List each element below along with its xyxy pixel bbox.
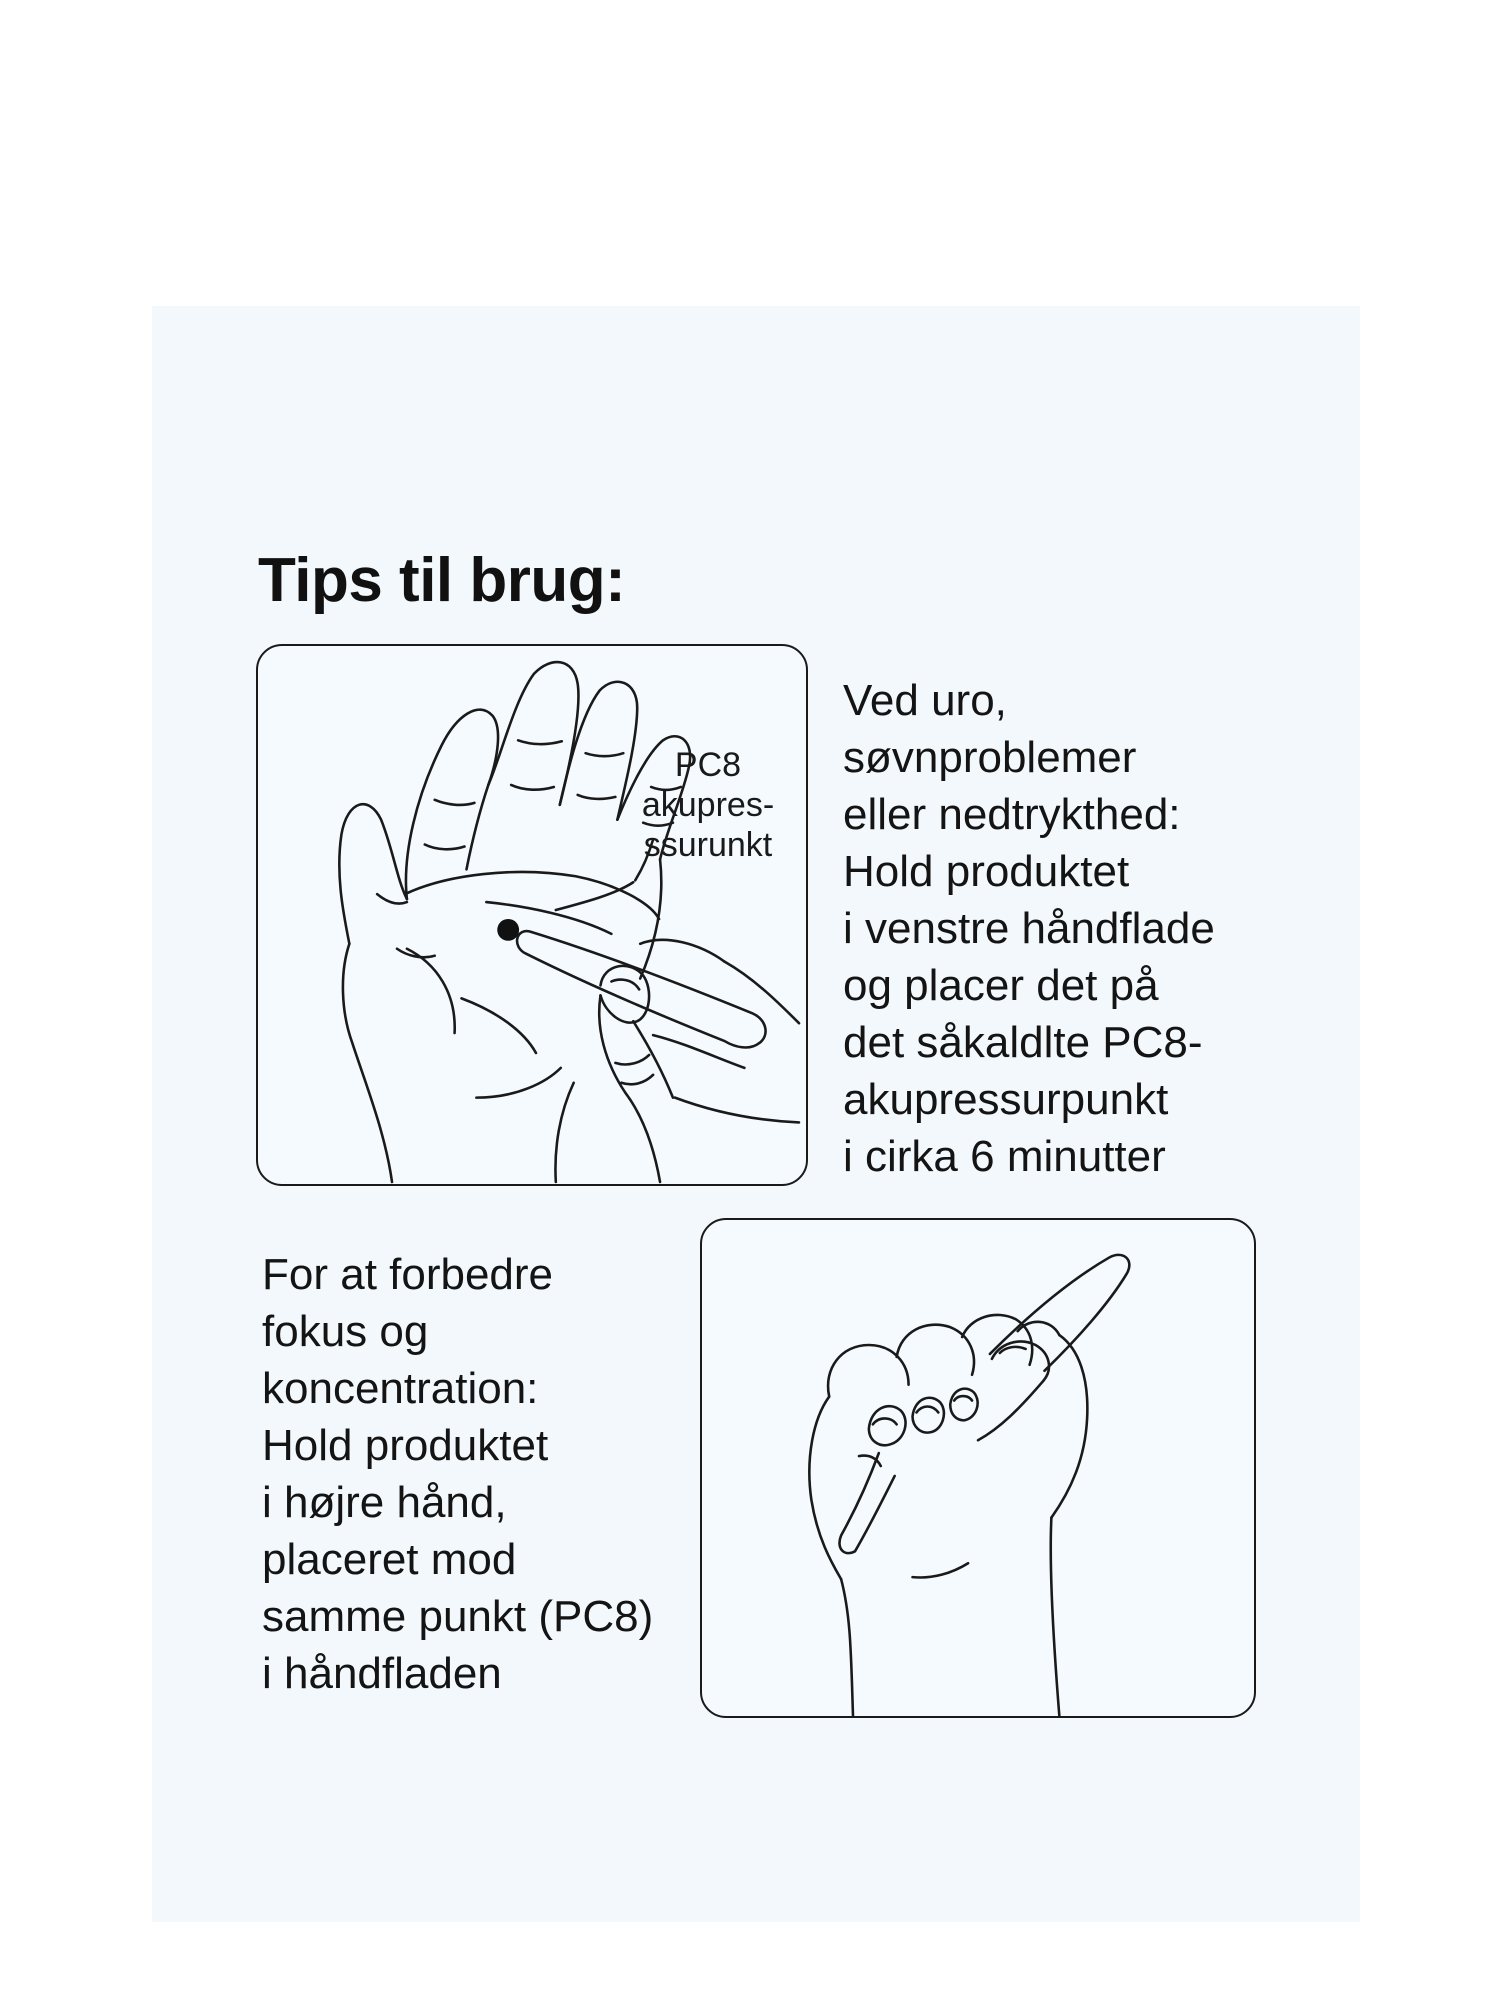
text-line: samme punkt (PC8) [262,1592,654,1641]
pc8-label-line: PC8 [674,746,742,784]
pc8-point-label [628,745,788,865]
text-line: i højre hånd, [262,1478,507,1527]
text-line: i venstre håndflade [843,904,1215,953]
text-line: Hold produktet [843,847,1130,896]
text-line: eller nedtrykthed: [843,790,1181,839]
text-line: søvnproblemer [843,733,1137,782]
text-line: For at forbedre [262,1250,554,1299]
text-line: akupressurpunkt [843,1075,1169,1124]
fist-grip-illustration [700,1218,1256,1718]
open-palm-pressing-icon [258,646,806,1184]
text-line: og placer det på [843,961,1159,1010]
instruction-text-sleep [843,672,1215,1185]
instruction-text-focus [262,1246,653,1702]
page-title: Tips til brug: [258,546,626,615]
text-line: det såkaldlte PC8- [843,1018,1203,1067]
pc8-label-line: akupres- [641,786,775,824]
text-line: Ved uro, [843,676,1007,725]
text-line: i cirka 6 minutter [843,1132,1166,1181]
text-line: Hold produktet [262,1421,549,1470]
text-line: placeret mod [262,1535,517,1584]
open-palm-illustration [256,644,808,1186]
text-line: koncentration: [262,1364,539,1413]
text-line: fokus og [262,1307,429,1356]
fist-holding-stick-icon [702,1220,1254,1716]
text-line: i håndfladen [262,1649,502,1698]
pc8-label-line: ssurunkt [643,826,773,864]
